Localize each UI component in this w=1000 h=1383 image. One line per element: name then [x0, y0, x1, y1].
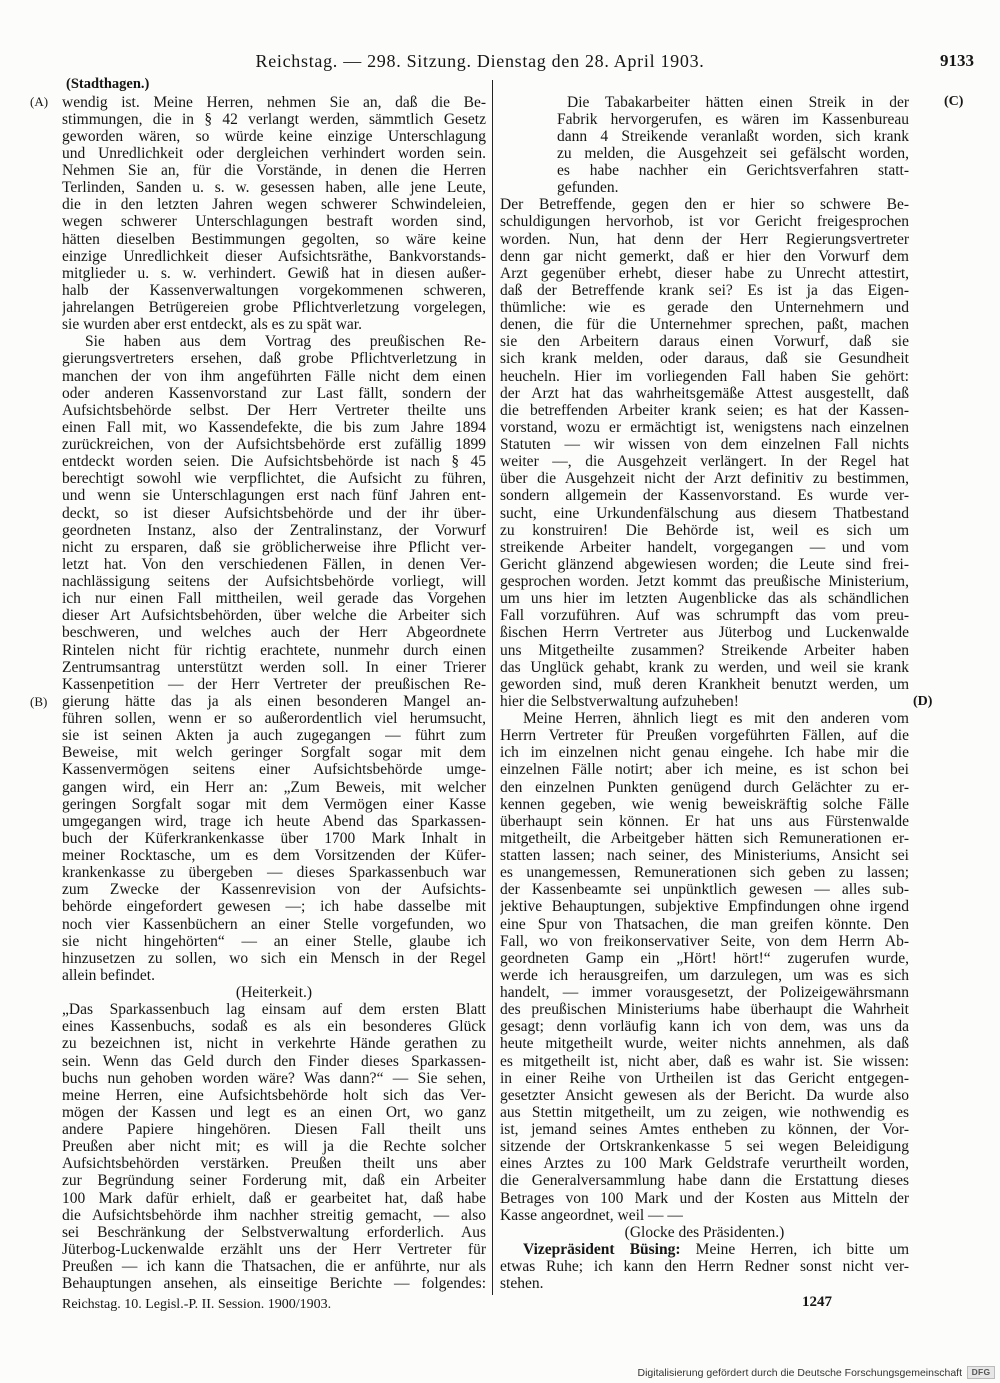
text-line: daß der Betreffende krank sei? Es ist ja das Eigen- [500, 281, 909, 299]
text-line: sie ist seinen Akten ja auch zugegangen — führt zum [62, 727, 486, 745]
text-line: eine Spur von Thatsachen, die man greifen könnte. Den [500, 915, 909, 933]
text-line: zu konstruiren! Die Behörde ist, weil es sich um [500, 521, 909, 539]
text-line: allein befindet. [62, 966, 155, 984]
text-line: sich krank melden, oder daraus, daß sie Gesundheit [500, 350, 909, 368]
text-line: behörde eingefordert gewesen —; ich habe dasselbe mit [62, 898, 486, 916]
text-line: Aufsichtsbehörde selbst. Der Herr Vertreter theilte uns [62, 401, 486, 419]
text-line: Nehmen Sie an, für die Vorstände, in denen die Herren [62, 162, 486, 180]
text-line: letzt hat. Von den verschiedenen Fällen, in denen Ver- [62, 555, 486, 573]
right-column [500, 94, 909, 1293]
speech-text: Meine Herren, ich bitte um [695, 1240, 909, 1258]
text-line: Der Betreffende, gegen den er hier so schwere Be- [500, 196, 909, 214]
text-line: gierung hätte das ja als einen besonderen Mangel an- [62, 692, 486, 710]
text-line: noch vier Kassenbüchern an einer Stelle vorgefunden, wo [62, 915, 486, 933]
text-line: eines Arztes zu 100 Mark Geldstrafe verurtheilt worden, [500, 1155, 909, 1173]
text-line: führen sollen, wenn er so außerordentlich viel herumsucht, [62, 710, 486, 728]
speaker-name: Vizepräsident Büsing: [523, 1240, 681, 1258]
text-line: Fall vorzuführen. Auf was schrumpft das vom preu- [500, 607, 909, 625]
text-line: die Generalversammlung habe dann die Erstattung dieses [500, 1172, 909, 1190]
text-line: Kassenvermögen seitens einer Aufsichtsbehörde umge- [62, 761, 486, 779]
quote-block [557, 94, 909, 197]
paragraph [62, 333, 486, 984]
interjection: (Glocke des Präsidenten.) [624, 1223, 785, 1241]
text-line: weiter —, die Ausgehzeit verlängert. In der Regel hat [500, 453, 909, 471]
text-line: zurückreichen, von der Aufsichtsbehörde erst zufällig 1899 [62, 436, 486, 454]
text-line: der Arzt hat das wahrheitsgemäße Attest ausgestellt, daß [500, 384, 909, 402]
text-line: schuldigungen hervorhob, ist vor Gericht freigesprochen [500, 213, 909, 231]
text-line: wegen schwerer Unterschlagungen bestraft worden sind, [62, 213, 486, 231]
text-line: zu bezeichnen ist, nicht in verkehrte Hände gerathen zu [62, 1035, 486, 1053]
margin-marker-d: (D) [913, 694, 933, 709]
text-line: umgegangen wird, trage ich heute Abend das Sparkassen- [62, 812, 486, 830]
interjection: (Heiterkeit.) [235, 984, 313, 1002]
text-line: 100 Mark dafür erhielt, daß er gearbeitet hat, daß habe [62, 1189, 486, 1207]
text-line: meiner Rocktasche, um es dem Vorsitzenden der Küfer- [62, 847, 486, 865]
text-line: hier die Selbstverwaltung aufzuheben! [500, 692, 739, 710]
text-line: überhaupt sein können. Er hat uns aus Fürstenwalde [500, 812, 909, 830]
text-line: werde ich herausgreifen, um darzulegen, um was es sich [500, 966, 909, 984]
text-line: meine Herren, eine Aufsichtsbehörde holt sich das Ver- [62, 1086, 486, 1104]
text-line: Statuten — wir wissen von dem einzelnen Fall nichts [500, 436, 909, 454]
text-line: ist, jemand seines Amtes entheben zu können, der Vor- [500, 1121, 909, 1139]
text-line: deckt, so ist dieser Aufsichtsbehörde und der ihr über- [62, 504, 486, 522]
text-line: Arzt gegenüber erhebt, dieser habe zu Unrecht attestirt, [500, 264, 909, 282]
text-line: thümliche: wie es gerade den Unternehmern und [500, 299, 909, 317]
text-line: heute mitgetheilt wurde, weiter nichts annehmen, als daß [500, 1035, 909, 1053]
text-line: vorstand, wozu er ermächtigt ist, wenigstens nach einzelnen [500, 418, 909, 436]
text-line: kennen gegeben, wie wenig beweiskräftig solche Fälle [500, 795, 909, 813]
footer-session-info: Reichstag. 10. Legisl.-P. II. Session. 1900/1903. [62, 1296, 332, 1312]
text-line: beschweren, und welches auch der Herr Abgeordnete [62, 624, 486, 642]
text-line: mitgetheilt, die Arbeitgeber hätten sich Remunerationen er- [500, 829, 909, 847]
text-line: Kasse angeordnet, weil — — [500, 1206, 683, 1224]
text-line: Sie haben aus dem Vortrag des preußischen Re- [85, 333, 486, 351]
text-line: Herrn Vertreter für Preußen vorgeführten Fällen, auf die [500, 727, 909, 745]
text-line: hätten dieselben Bestimmungen gegolten, so wäre keine [62, 230, 486, 248]
text-line: Terlinden, Sanden u. s. w. gesessen haben, alle jene Leute, [62, 179, 486, 197]
text-line: Preußen aber nicht mit; es will ja die Rechte solcher [62, 1138, 486, 1156]
text-line: eines Kassenbuchs, sodaß es als ein besonderes Glück [62, 1018, 486, 1036]
text-line: in einer Reihe von Urtheilen ist das Gericht entgegen- [500, 1069, 909, 1087]
text-line: zum Zwecke der Kassenrevision von der Aufsichts- [62, 881, 486, 899]
text-line: heucheln. Hier im vorliegenden Fall haben Sie gehört: [500, 367, 909, 385]
paragraph [500, 710, 909, 1224]
text-line: Betrages von 100 Mark und der Kosten aus Mitteln der [500, 1189, 909, 1207]
footer-sheet-number: 1247 [802, 1294, 832, 1310]
text-line: gesetzter Ansicht gewesen als der Bericht. Da wurde also [500, 1086, 909, 1104]
text-line: geordneten Gamp ein „Hört! hört!“ zugerufen wurde, [500, 949, 909, 967]
text-line: es mitgetheilt ist, nicht aber, daß es wahr ist. Sie wissen: [500, 1052, 909, 1070]
text-line: berechtigt sowohl wie verpflichtet, die Aufsicht zu führen, [62, 470, 486, 488]
paragraph [62, 1001, 486, 1292]
page-number: 9133 [940, 51, 974, 70]
text-line: die in den letzten Jahren wegen schwerer Schwindeleien, [62, 196, 486, 214]
text-line: es unangemessen, Remunerationen sich geben zu lassen; [500, 864, 909, 882]
text-line: des preußischen Ministeriums habe überhaupt die Wahrheit [500, 1001, 909, 1019]
text-line: Fabrik hervorgerufen, es wären im Kassenbureau [557, 110, 909, 128]
text-line: Behauptungen ansehen, als einseitige Berichte — folgendes: [62, 1275, 486, 1293]
text-line: gangen wird, ein Herr an: „Zum Beweis, mit welcher [62, 778, 486, 796]
text-line: buchs nun gehoben worden wäre? Was dann?“ — Sie sehen, [62, 1069, 486, 1087]
text-line: „Das Sparkassenbuch lag einsam auf dem ersten Blatt [62, 1001, 486, 1019]
text-line: Gericht glänzend abgewiesen worden; die Leute sind frei- [500, 555, 909, 573]
text-line: denn gar nicht gemerkt, daß er hier den Vorwurf dem [500, 247, 909, 265]
dfg-logo: DFG [967, 1366, 995, 1379]
text-line: Aufsichtsbehörden verstärken. Preußen theilt uns aber [62, 1155, 486, 1173]
text-line: nachlässigung seitens der Aufsichtsbehörde vorliegt, will [62, 573, 486, 591]
text-line: ßischen Herrn Vertreter aus Jüterbog und Luckenwalde [500, 624, 909, 642]
text-line: Jüterbog-Luckenwalde erzählt uns der Herr Vertreter für [62, 1240, 486, 1258]
text-line: etwas Ruhe; ich kann den Herrn Redner sonst nicht ver- [500, 1258, 909, 1276]
text-line: jektive Behauptungen, subjektive Empfindungen ohne irgend [500, 898, 909, 916]
text-line: wendig ist. Meine Herren, nehmen Sie an, daß die Be- [62, 93, 486, 111]
margin-marker-a: (A) [30, 94, 49, 109]
text-line: die Aufsichtsbehörde ihm nachher streitig gemacht, — also [62, 1206, 486, 1224]
text-line: es habe nachher ein Gerichtsverfahren statt- [557, 162, 909, 180]
text-line: um uns hier im letzten Augenblicke das als schändlichen [500, 590, 909, 608]
text-line: streikende Arbeiter handelt, vorgegangen — und vom [500, 538, 909, 556]
text-line: ich im einzelnen nicht genau eingehe. Ich habe mir die [500, 744, 909, 762]
text-line: stehen. [500, 1275, 544, 1293]
text-line: mitglieder u. s. w. verhindert. Gewiß hat in diesen außer- [62, 264, 486, 282]
text-line: andere Papiere hingehören. Diesen Fall theilt uns [62, 1121, 486, 1139]
text-line: sie den Arbeitern daraus einen Vorwurf, daß sie [500, 333, 909, 351]
text-line: jahrelangen Betrügereien grobe Pflichtverletzung vorgelegen, [62, 299, 486, 317]
text-line: gefunden. [557, 179, 619, 197]
text-line: sein. Wenn das Geld durch den Finder dieses Sparkassen- [62, 1052, 486, 1070]
text-line: über die Ausgehzeit nicht der Arzt definitiv zu bestimmen, [500, 470, 909, 488]
digitization-attribution: Digitalisierung gefördert durch die Deutsche Forschungsgemeinschaft [637, 1367, 962, 1379]
text-line: die betreffenden Arbeiter krank seien; es hat der Kassen- [500, 401, 909, 419]
text-line: einzelnen Fälle notirt; aber ich meine, es ist schon bei [500, 761, 909, 779]
text-line: entdeckt worden seien. Die Aufsichtsbehörde ist nach § 45 [62, 453, 486, 471]
text-line: buch der Küferkrankenkasse über 1700 Mark Inhalt in [62, 829, 486, 847]
text-line: Zentrumsantrag unterstützt werden soll. In einer Trierer [62, 658, 486, 676]
column-divider [492, 80, 493, 1295]
text-line: Beweise, mit welch geringer Sorgfalt sogar mit dem [62, 744, 486, 762]
paragraph [62, 94, 486, 334]
text-line: oder anderen Kassenvorstand zur Last fällt, sondern der [62, 384, 486, 402]
text-line: ich nur einen Fall mittheilen, weil gerade das Vorgehen [62, 590, 486, 608]
speaker-name: (Stadthagen.) [66, 76, 150, 93]
text-line: Fall, wo von freikonservativer Seite, von dem Herrn Ab- [500, 932, 909, 950]
text-line: den einzelnen Punkten genügend durch Gelächter zu er- [500, 778, 909, 796]
paragraph [500, 196, 909, 710]
text-line: sei Beschränkung der Selbstverwaltung erforderlich. Aus [62, 1223, 486, 1241]
text-line: geworden sind, muß deren Krankheit benutzt werden, um [500, 675, 909, 693]
running-header: Reichstag. — 298. Sitzung. Dienstag den 28. April 1903. [255, 51, 705, 71]
text-line: nicht zu ersparen, daß sie gröblicherweise ihre Pflicht ver- [62, 538, 486, 556]
text-line: sondern allgemein der Kassenvorstand. Es wurde ver- [500, 487, 909, 505]
margin-marker-b: (B) [30, 694, 48, 709]
text-line: halb der Kassenverwaltungen vorgekommenen schweren, [62, 281, 486, 299]
text-line: dann 4 Streikende veranlaßt worden, sich krank [557, 127, 909, 145]
text-line: zu melden, die Ausgehzeit sei gefälscht worden, [557, 144, 909, 162]
text-line: dieser Art Aufsichtsbehörden, über welche die Arbeiter sich [62, 607, 486, 625]
text-line: denen, die für die Unternehmer sprechen, paßt, machen [500, 316, 909, 334]
text-line: hinzusetzen zu sollen, wo sich ein Mensch in der Regel [62, 949, 486, 967]
text-line: das Unglück gehabt, krank zu werden, und weil sie krank [500, 658, 909, 676]
text-line: sie nicht hingehörten“ — an einer Stelle, glaube ich [62, 932, 486, 950]
text-line: zur Begründung seiner Forderung mit, daß ein Arbeiter [62, 1172, 486, 1190]
text-line: sitzende der Ortskrankenkasse 5 sei wegen Beleidigung [500, 1138, 909, 1156]
text-line: gesprochen worden. Jetzt kommt das preußische Ministerium, [500, 573, 909, 591]
text-line: Meine Herren, ähnlich liegt es mit den anderen vom [523, 710, 909, 728]
text-line: gierungsvertreters ersehen, daß grobe Pflichtverletzung in [62, 350, 486, 368]
text-line: Preußen — ich kann die Thatsachen, die er anführte, nur als [62, 1258, 486, 1276]
text-line: geworden wären, so würde keine einzige Unterschlagung [62, 127, 486, 145]
text-line [500, 1241, 909, 1258]
text-line: stimmungen, die in § 42 verlangt werden, sämmtlich Gesetz [62, 110, 486, 128]
text-line: geringen Sorgfalt sogar mit dem Vermögen einer Kasse [62, 795, 486, 813]
margin-marker-c: (C) [944, 94, 964, 109]
text-line: manchen der von ihm angeführten Fälle nicht dem einen [62, 367, 486, 385]
text-line: Kassenpetition — der Herr Vertreter der preußischen Re- [62, 675, 486, 693]
left-column [62, 76, 486, 1292]
text-line: statten lassen; nach seiner, des Ministeriums, Ansicht sei [500, 847, 909, 865]
text-line: aus Stettin mitgetheilt, um zu zeigen, wie nothwendig es [500, 1103, 909, 1121]
text-line: uns Mitgetheilte zusammen? Streikende Arbeiter haben [500, 641, 909, 659]
text-line: handelt, — immer vorausgesetzt, der Polizeigewährsmann [500, 984, 909, 1002]
text-line: sie wurden aber erst entdeckt, als es zu spät war. [62, 316, 362, 334]
text-line: worden. Nun, hat denn der Herr Regierungsvertreter [500, 230, 909, 248]
text-line: geordneten Instanz, also der Zentralinstanz, der Vorwurf [62, 521, 486, 539]
text-line: einzige Unredlichkeit dieser Aufsichtsräthe, Bankvorstands- [62, 247, 486, 265]
text-line: krankenkasse zu übergeben — dieses Sparkassenbuch war [62, 864, 486, 882]
text-line: gesagt; denn vorläufig kann ich von dem, was uns da [500, 1018, 909, 1036]
text-line: Rintelen nicht für richtig erachtete, nunmehr durch einen [62, 641, 486, 659]
text-line: und Unredlichkeit oder dergleichen verhindert worden sein. [62, 144, 486, 162]
text-line: und wenn sie Unterschlagungen erst nach fünf Jahren ent- [62, 487, 486, 505]
text-line: einen Fall mit, wo Kassendefekte, die bis zum Jahre 1894 [62, 418, 486, 436]
text-line: sucht, eine Urkundenfälschung aus diesem Thatbestand [500, 504, 909, 522]
text-line: Die Tabakarbeiter hätten einen Streik in der [567, 93, 909, 111]
text-line: mögen der Kassen und legt es an einen Ort, wo ganz [62, 1103, 486, 1121]
text-line: der Kassenbeamte sei unpünktlich gewesen — alles sub- [500, 881, 909, 899]
paragraph [500, 1241, 909, 1292]
